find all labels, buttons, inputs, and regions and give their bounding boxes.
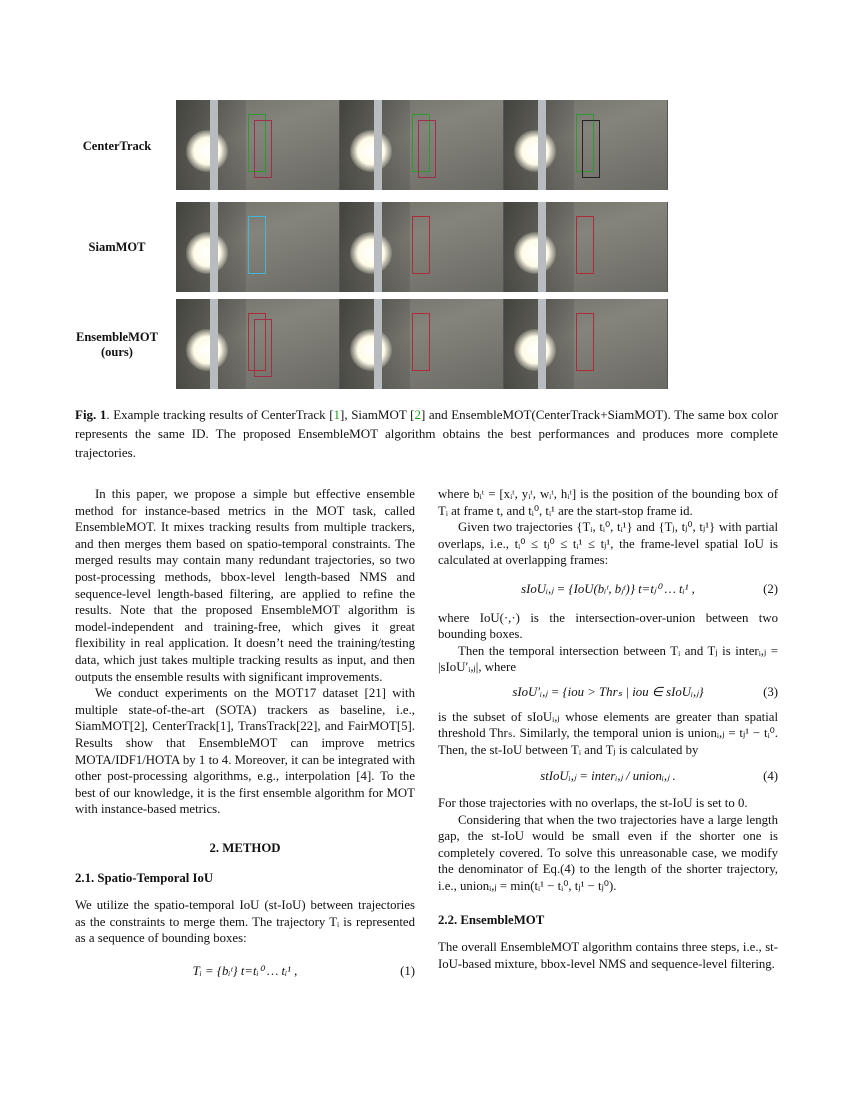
video-frame xyxy=(504,202,668,292)
bounding-box xyxy=(418,120,436,178)
equation-4: stIoUᵢ,ⱼ = interᵢ,ⱼ / unionᵢ,ⱼ . (4) xyxy=(540,769,778,784)
paragraph: For those trajectories with no overlaps, the st-IoU is set to 0. xyxy=(438,795,748,810)
subsection-heading: 2.2. EnsembleMOT xyxy=(438,913,545,928)
tracking-result-strip xyxy=(176,299,668,389)
caption-label: Fig. 1 xyxy=(75,407,107,422)
video-frame xyxy=(176,100,340,190)
paragraph: We utilize the spatio-temporal IoU (st-IoU) between trajectories as the constraints to merge them. The trajectory Tᵢ is represented as a sequence of bounding boxes: xyxy=(75,898,415,946)
video-frame xyxy=(340,100,504,190)
video-frame xyxy=(340,202,504,292)
paragraph: Given two trajectories {Tᵢ, tᵢ⁰, tᵢ¹} and {Tⱼ, tⱼ⁰, tⱼ¹} with partial overlaps, i.e., tᵢ⁰ ≤ tⱼ⁰ ≤ tᵢ¹ ≤ tⱼ¹, the frame-level spatial IoU is calculated at overlapping frames: xyxy=(438,520,778,568)
bounding-box xyxy=(254,319,272,377)
paragraph: The overall EnsembleMOT algorithm contains three steps, i.e., st-IoU-based mixture, bbox-level NMS and sequence-level filtering. xyxy=(438,940,778,971)
paragraph: We conduct experiments on the MOT17 dataset [21] with multiple state-of-the-art (SOTA) trackers as baseline, i.e., SiamMOT[2], CenterTrack[1], TransTrack[22], and FairMOT[5]. Results show that EnsembleMOT can improve metrics MOTA/IDF1/HOTA by 1 to 4. Moreover, it can be integrated with other post-processing algorithms, e.g., interpolation [4]. To the best of our knowledge, it is the first ensemble algorithm for MOT with instance-based metrics. xyxy=(75,686,415,817)
bounding-box xyxy=(576,313,594,371)
left-column xyxy=(75,486,415,987)
section-heading: 2. METHOD xyxy=(209,840,281,855)
video-frame xyxy=(504,299,668,389)
video-frame xyxy=(504,100,668,190)
tracking-result-strip xyxy=(176,202,668,292)
tracking-result-strip xyxy=(176,100,668,190)
bounding-box xyxy=(248,216,266,274)
bounding-box xyxy=(254,120,272,178)
right-column xyxy=(438,486,778,972)
citation-link[interactable]: 2 xyxy=(414,407,421,422)
bounding-box xyxy=(412,216,430,274)
paragraph: where bᵢᵗ = [xᵢᵗ, yᵢᵗ, wᵢᵗ, hᵢᵗ] is the position of the bounding box of Tᵢ at frame t, and tᵢ⁰, tᵢ¹ are the start-stop frame id. xyxy=(438,487,778,518)
equation-1: Tᵢ = {bᵢᵗ} t=tᵢ⁰ … tᵢ¹ , (1) xyxy=(192,963,415,978)
row-label: SiamMOT xyxy=(88,240,146,254)
paragraph: is the subset of sIoUᵢ,ⱼ whose elements are greater than spatial threshold Thrₛ. Similarly, the temporal union is unionᵢ,ⱼ = tⱼ¹ − tᵢ⁰. Then, the st-IoU between Tᵢ and Tⱼ is calculated by xyxy=(438,709,778,757)
figure-caption: Fig. 1. Example tracking results of CenterTrack [1], SiamMOT [2] and EnsembleMOT(CenterTrack+SiamMOT). The same box color represents the same ID. The proposed EnsembleMOT algorithm obtains the best performances and produces more complete trajectories. xyxy=(75,407,778,460)
row-label: EnsembleMOT (ours) xyxy=(76,330,158,359)
equation-3: sIoU′ᵢ,ⱼ = {iou > Thrₛ | iou ∈ sIoUᵢ,ⱼ} (3) xyxy=(512,684,778,699)
paragraph: where IoU(·,·) is the intersection-over-union between two bounding boxes. xyxy=(438,610,778,642)
video-frame xyxy=(176,299,340,389)
paragraph: Considering that when the two trajectories have a large length gap, the st-IoU would be small even if the shorter one is completely covered. To solve this unreasonable case, we modify the denominator of Eq.(4) to the length of the shorter trajectory, i.e., unionᵢ,ⱼ = min(tᵢ¹ − tᵢ⁰, tⱼ¹ − tⱼ⁰). xyxy=(438,812,778,893)
video-frame xyxy=(340,299,504,389)
bounding-box xyxy=(582,120,600,178)
bounding-box xyxy=(576,216,594,274)
paragraph: Then the temporal intersection between Tᵢ and Tⱼ is interᵢ,ⱼ = |sIoU′ᵢ,ⱼ|, where xyxy=(438,643,778,675)
equation-2: sIoUᵢ,ⱼ = {IoU(bᵢᵗ, bⱼᵗ)} t=tⱼ⁰ … tᵢ¹ , (2) xyxy=(521,581,778,596)
video-frame xyxy=(176,202,340,292)
bounding-box xyxy=(412,313,430,371)
paragraph: In this paper, we propose a simple but effective ensemble method for instance-based metrics in the MOT task, called EnsembleMOT. It mixes tracking results from multiple trackers, and then merges them based on spatio-temporal constraints. The merged results may contain many redundant trajectories, so two post-processing methods, bbox-level length-based NMS and sequence-level length-based filtering, are applied to refine the results. Note that the proposed EnsembleMOT algorithm is model-independent and training-free, which gives it great flexibility in real application. It doesn’t need the training/testing data, which just takes multiple tracking results as input, and then outputs the ensemble results with significant improvements. xyxy=(75,487,415,684)
citation-link[interactable]: 1 xyxy=(333,407,341,422)
subsection-heading: 2.1. Spatio-Temporal IoU xyxy=(75,871,214,886)
row-label: CenterTrack xyxy=(82,139,152,153)
